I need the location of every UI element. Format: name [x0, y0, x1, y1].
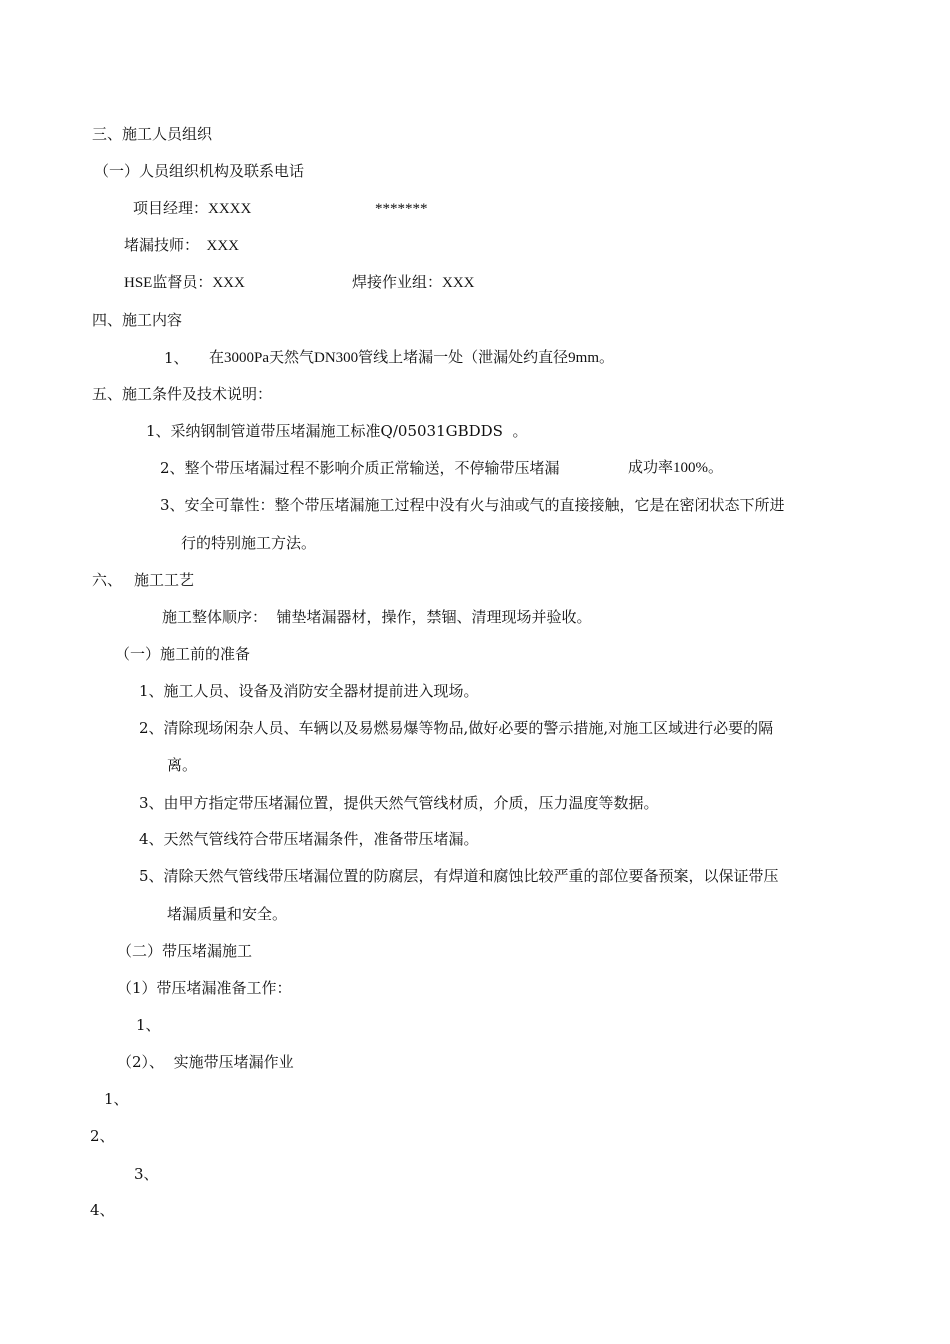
- preparation-item-1: 1、施工人员、设备及消防安全器材提前进入现场。: [139, 682, 479, 700]
- section-4-item-text: 在3000Pa天然气DN300管线上堵漏一处（泄漏处约直径9mm。: [209, 350, 615, 366]
- section-3-heading: 三、施工人员组织: [92, 125, 213, 143]
- preparation-item-5-line-2: 堵漏质量和安全。: [167, 905, 288, 923]
- preparation-item-2-line-1: 2、清除现场闲杂人员、车辆以及易燃易爆等物品,做好必要的警示措施,对施工区域进行必要的隔: [139, 719, 774, 737]
- section-6-heading-text: 施工工艺: [134, 571, 195, 589]
- preparation-item-3: 3、由甲方指定带压堵漏位置，提供天然气管线材质，介质，压力温度等数据。: [139, 794, 659, 812]
- construction-heading: （二）带压堵漏施工: [117, 942, 253, 960]
- construction-step-1-item-1: 1、: [136, 1016, 161, 1034]
- section-4-item-number: 1、: [164, 349, 189, 367]
- preparation-item-4: 4、天然气管线符合带压堵漏条件，准备带压堵漏。: [139, 830, 479, 848]
- section-5-item-3-line-2: 行的特别施工方法。: [181, 534, 317, 552]
- preparation-heading: （一）施工前的准备: [115, 645, 251, 663]
- construction-step-2-item-3: 3、: [134, 1165, 159, 1183]
- project-manager-phone: *******: [375, 201, 428, 217]
- section-5-item-2-rate: 成功率100%。: [628, 460, 723, 476]
- section-3-sub-heading: （一）人员组织机构及联系电话: [94, 162, 305, 180]
- section-5-item-2: 2、整个带压堵漏过程不影响介质正常输送，不停输带压堵漏: [160, 459, 560, 477]
- construction-step-1-heading: （1）带压堵漏准备工作：: [117, 979, 292, 997]
- section-6-heading-number: 六、: [92, 571, 123, 589]
- section-5-item-3-line-1: 3、安全可靠性：整个带压堵漏施工过程中没有火与油或气的直接接触，它是在密闭状态下所进: [160, 496, 785, 514]
- hse-supervisor-label: HSE监督员：XXX: [124, 275, 245, 291]
- welding-team-label: 焊接作业组：XXX: [352, 275, 475, 291]
- construction-step-2-item-2: 2、: [90, 1127, 115, 1145]
- leak-technician-label: 堵漏技师： XXX: [124, 238, 239, 254]
- preparation-item-5-line-1: 5、清除天然气管线带压堵漏位置的防腐层，有焊道和腐蚀比较严重的部位要备预案，以保证带压: [139, 867, 779, 885]
- section-5-item-1: 1、采纳钢制管道带压堵漏施工标准Q/05031GBDDS 。: [146, 422, 528, 440]
- preparation-item-2-line-2: 离。: [167, 756, 198, 774]
- construction-step-2-heading: （2）、 实施带压堵漏作业: [117, 1053, 294, 1071]
- section-5-heading: 五、施工条件及技术说明：: [92, 385, 273, 403]
- construction-step-2-item-4: 4、: [90, 1201, 115, 1219]
- section-4-heading: 四、施工内容: [92, 311, 183, 329]
- construction-order: 施工整体顺序： 铺垫堵漏器材，操作，禁锢、清理现场并验收。: [162, 608, 592, 626]
- construction-step-2-item-1: 1、: [104, 1090, 129, 1108]
- project-manager-label: 项目经理：XXXX: [133, 201, 252, 217]
